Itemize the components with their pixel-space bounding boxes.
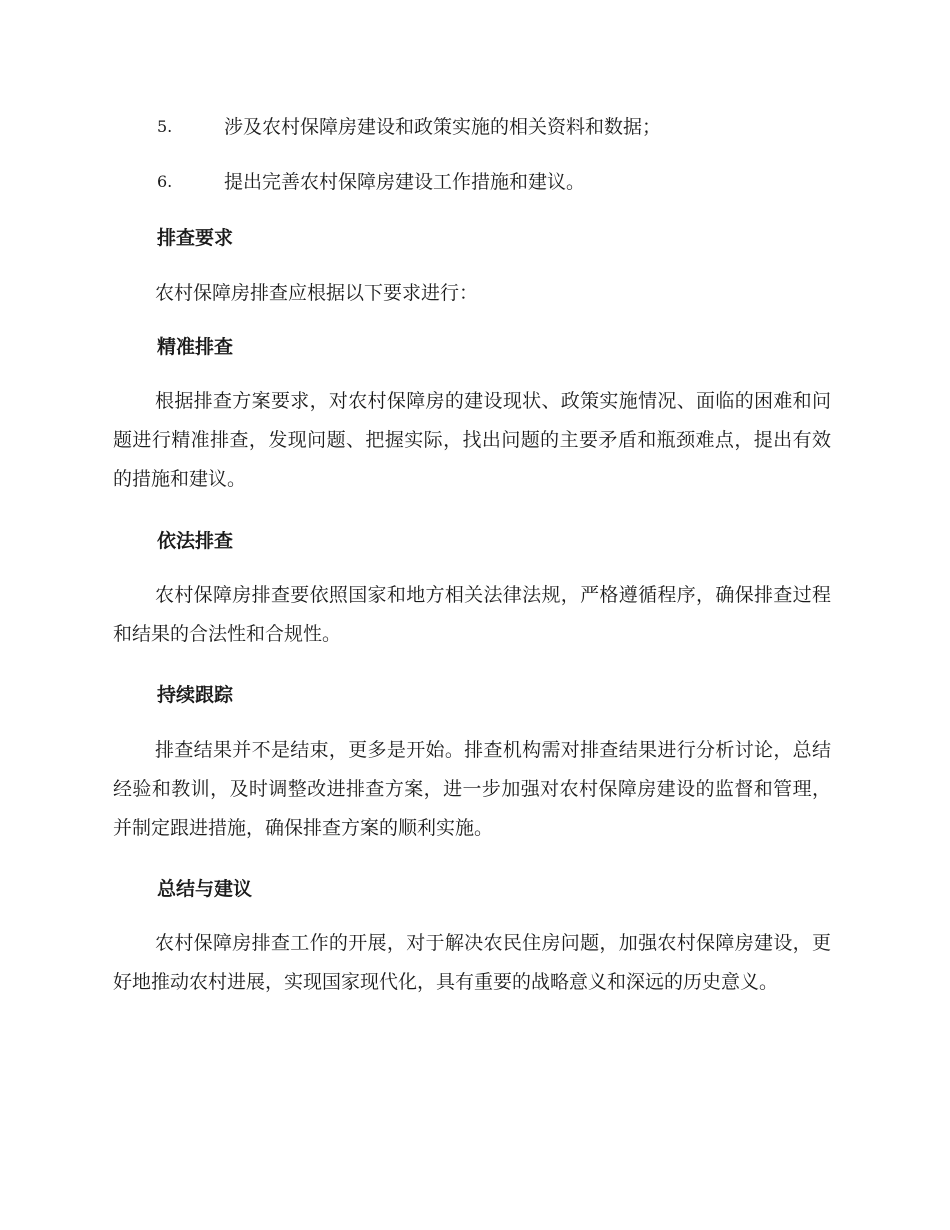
section-heading-summary: 总结与建议 [157, 878, 253, 900]
tracking-paragraph: 排查结果并不是结束，更多是开始。排查机构需对排查结果进行分析讨论，总结经验和教训，及时调整改进排查方案，进一步加强对农村保障房建设的监督和管理，并制定跟进措施，确保排查方案的顺利实施。 [113, 739, 831, 839]
requirements-intro-paragraph: 农村保障房排查应根据以下要求进行： [155, 282, 479, 304]
list-text: 涉及农村保障房建设和政策实施的相关资料和数据； [224, 116, 662, 138]
section-heading-requirements: 排查要求 [157, 227, 234, 249]
precise-paragraph: 根据排查方案要求，对农村保障房的建设现状、政策实施情况、面临的困难和问题进行精准排查，发现问题、把握实际，找出问题的主要矛盾和瓶颈难点，提出有效的措施和建议。 [113, 390, 831, 490]
legal-paragraph: 农村保障房排查要依照国家和地方相关法律法规，严格遵循程序，确保排查过程和结果的合法性和合规性。 [113, 584, 831, 645]
section-heading-tracking: 持续跟踪 [157, 684, 234, 706]
list-number: 6. [157, 172, 173, 191]
summary-paragraph: 农村保障房排查工作的开展，对于解决农民住房问题，加强农村保障房建设，更好地推动农村进展，实现国家现代化，具有重要的战略意义和深远的历史意义。 [113, 932, 831, 993]
section-heading-legal: 依法排查 [157, 530, 234, 552]
list-text: 提出完善农村保障房建设工作措施和建议。 [224, 171, 586, 193]
section-heading-precise: 精准排查 [157, 336, 234, 358]
list-number: 5. [157, 117, 173, 136]
